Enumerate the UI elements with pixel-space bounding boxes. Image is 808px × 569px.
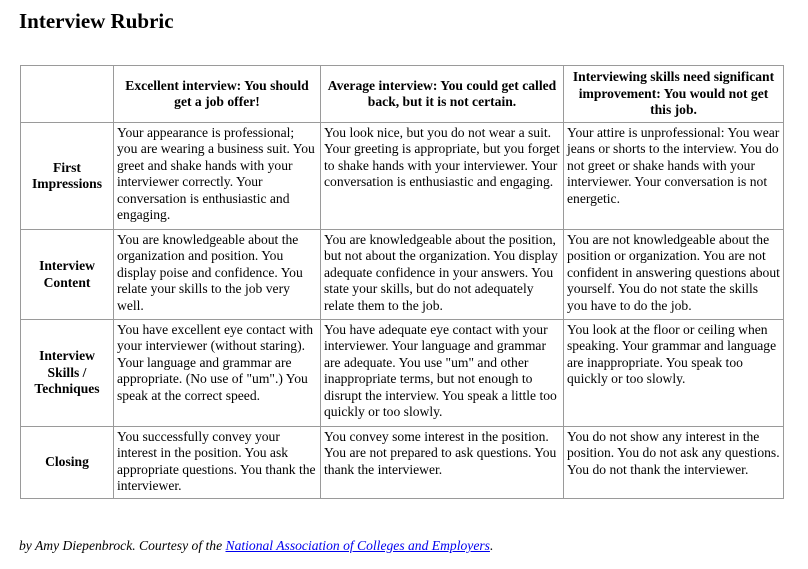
table-cell: Your attire is unprofessional: You wear jeans or shorts to the interview. You do not greet or shake hands with your interviewer. Your conversation is not energetic. xyxy=(564,123,784,230)
page-title: Interview Rubric xyxy=(19,9,174,33)
table-row xyxy=(21,320,784,427)
table-cell: You look nice, but you do not wear a suit. Your greeting is appropriate, but you forget to shake hands with your interviewer. Your conversation is enthusiastic and engaging. xyxy=(321,123,564,230)
attribution-text: by Amy Diepenbrock. Courtesy of the xyxy=(19,538,226,553)
row-label-closing: Closing xyxy=(21,427,114,499)
table-row xyxy=(21,230,784,320)
table-cell: Your appearance is professional; you are wearing a business suit. You greet and shake hands with your interviewer correctly. Your conversation is enthusiastic and engaging. xyxy=(114,123,321,230)
header-cell-empty xyxy=(21,66,114,123)
table-row xyxy=(21,427,784,499)
nace-link[interactable]: National Association of Colleges and Employers xyxy=(225,538,490,553)
table-cell: You do not show any interest in the position. You do not ask any questions. You do not thank the interviewer. xyxy=(564,427,784,499)
table-cell: You are not knowledgeable about the position or organization. You are not confident in answering questions about yourself. You do not state the skills you have to do the job. xyxy=(564,230,784,320)
header-average: Average interview: You could get called back, but it is not certain. xyxy=(321,66,564,123)
header-row xyxy=(21,66,784,123)
row-label-interview-skills: Interview Skills / Techniques xyxy=(21,320,114,427)
row-label-first-impressions: First Impressions xyxy=(21,123,114,230)
header-needs-improvement: Interviewing skills need significant improvement: You would not get this job. xyxy=(564,66,784,123)
row-label-interview-content: Interview Content xyxy=(21,230,114,320)
attribution-suffix: . xyxy=(489,538,494,553)
table-cell: You look at the floor or ceiling when speaking. Your grammar and language are inappropriate. You speak too quickly or too slowly. xyxy=(564,320,784,427)
rubric-table xyxy=(20,65,784,499)
table-cell: You are knowledgeable about the organization and position. You display poise and confidence. You relate your skills to the job very well. xyxy=(114,230,321,320)
table-cell: You convey some interest in the position. You are not prepared to ask questions. You thank the interviewer. xyxy=(321,427,564,499)
table-cell: You have excellent eye contact with your interviewer (without staring). Your language and grammar are appropriate. (No use of "um".) You speak at the correct speed. xyxy=(114,320,321,427)
table-cell: You have adequate eye contact with your interviewer. Your language and grammar are adequate. You use "um" and other inappropriate terms, but not enough to disrupt the interview. You speak a little too quickly or too slowly. xyxy=(321,320,564,427)
table-row xyxy=(21,123,784,230)
attribution xyxy=(19,537,493,555)
header-excellent: Excellent interview: You should get a job offer! xyxy=(114,66,321,123)
table-cell: You are knowledgeable about the position, but not about the organization. You display adequate confidence in your answers. You state your skills, but do not adequately relate them to the job. xyxy=(321,230,564,320)
table-cell: You successfully convey your interest in the position. You ask appropriate questions. You thank the interviewer. xyxy=(114,427,321,499)
